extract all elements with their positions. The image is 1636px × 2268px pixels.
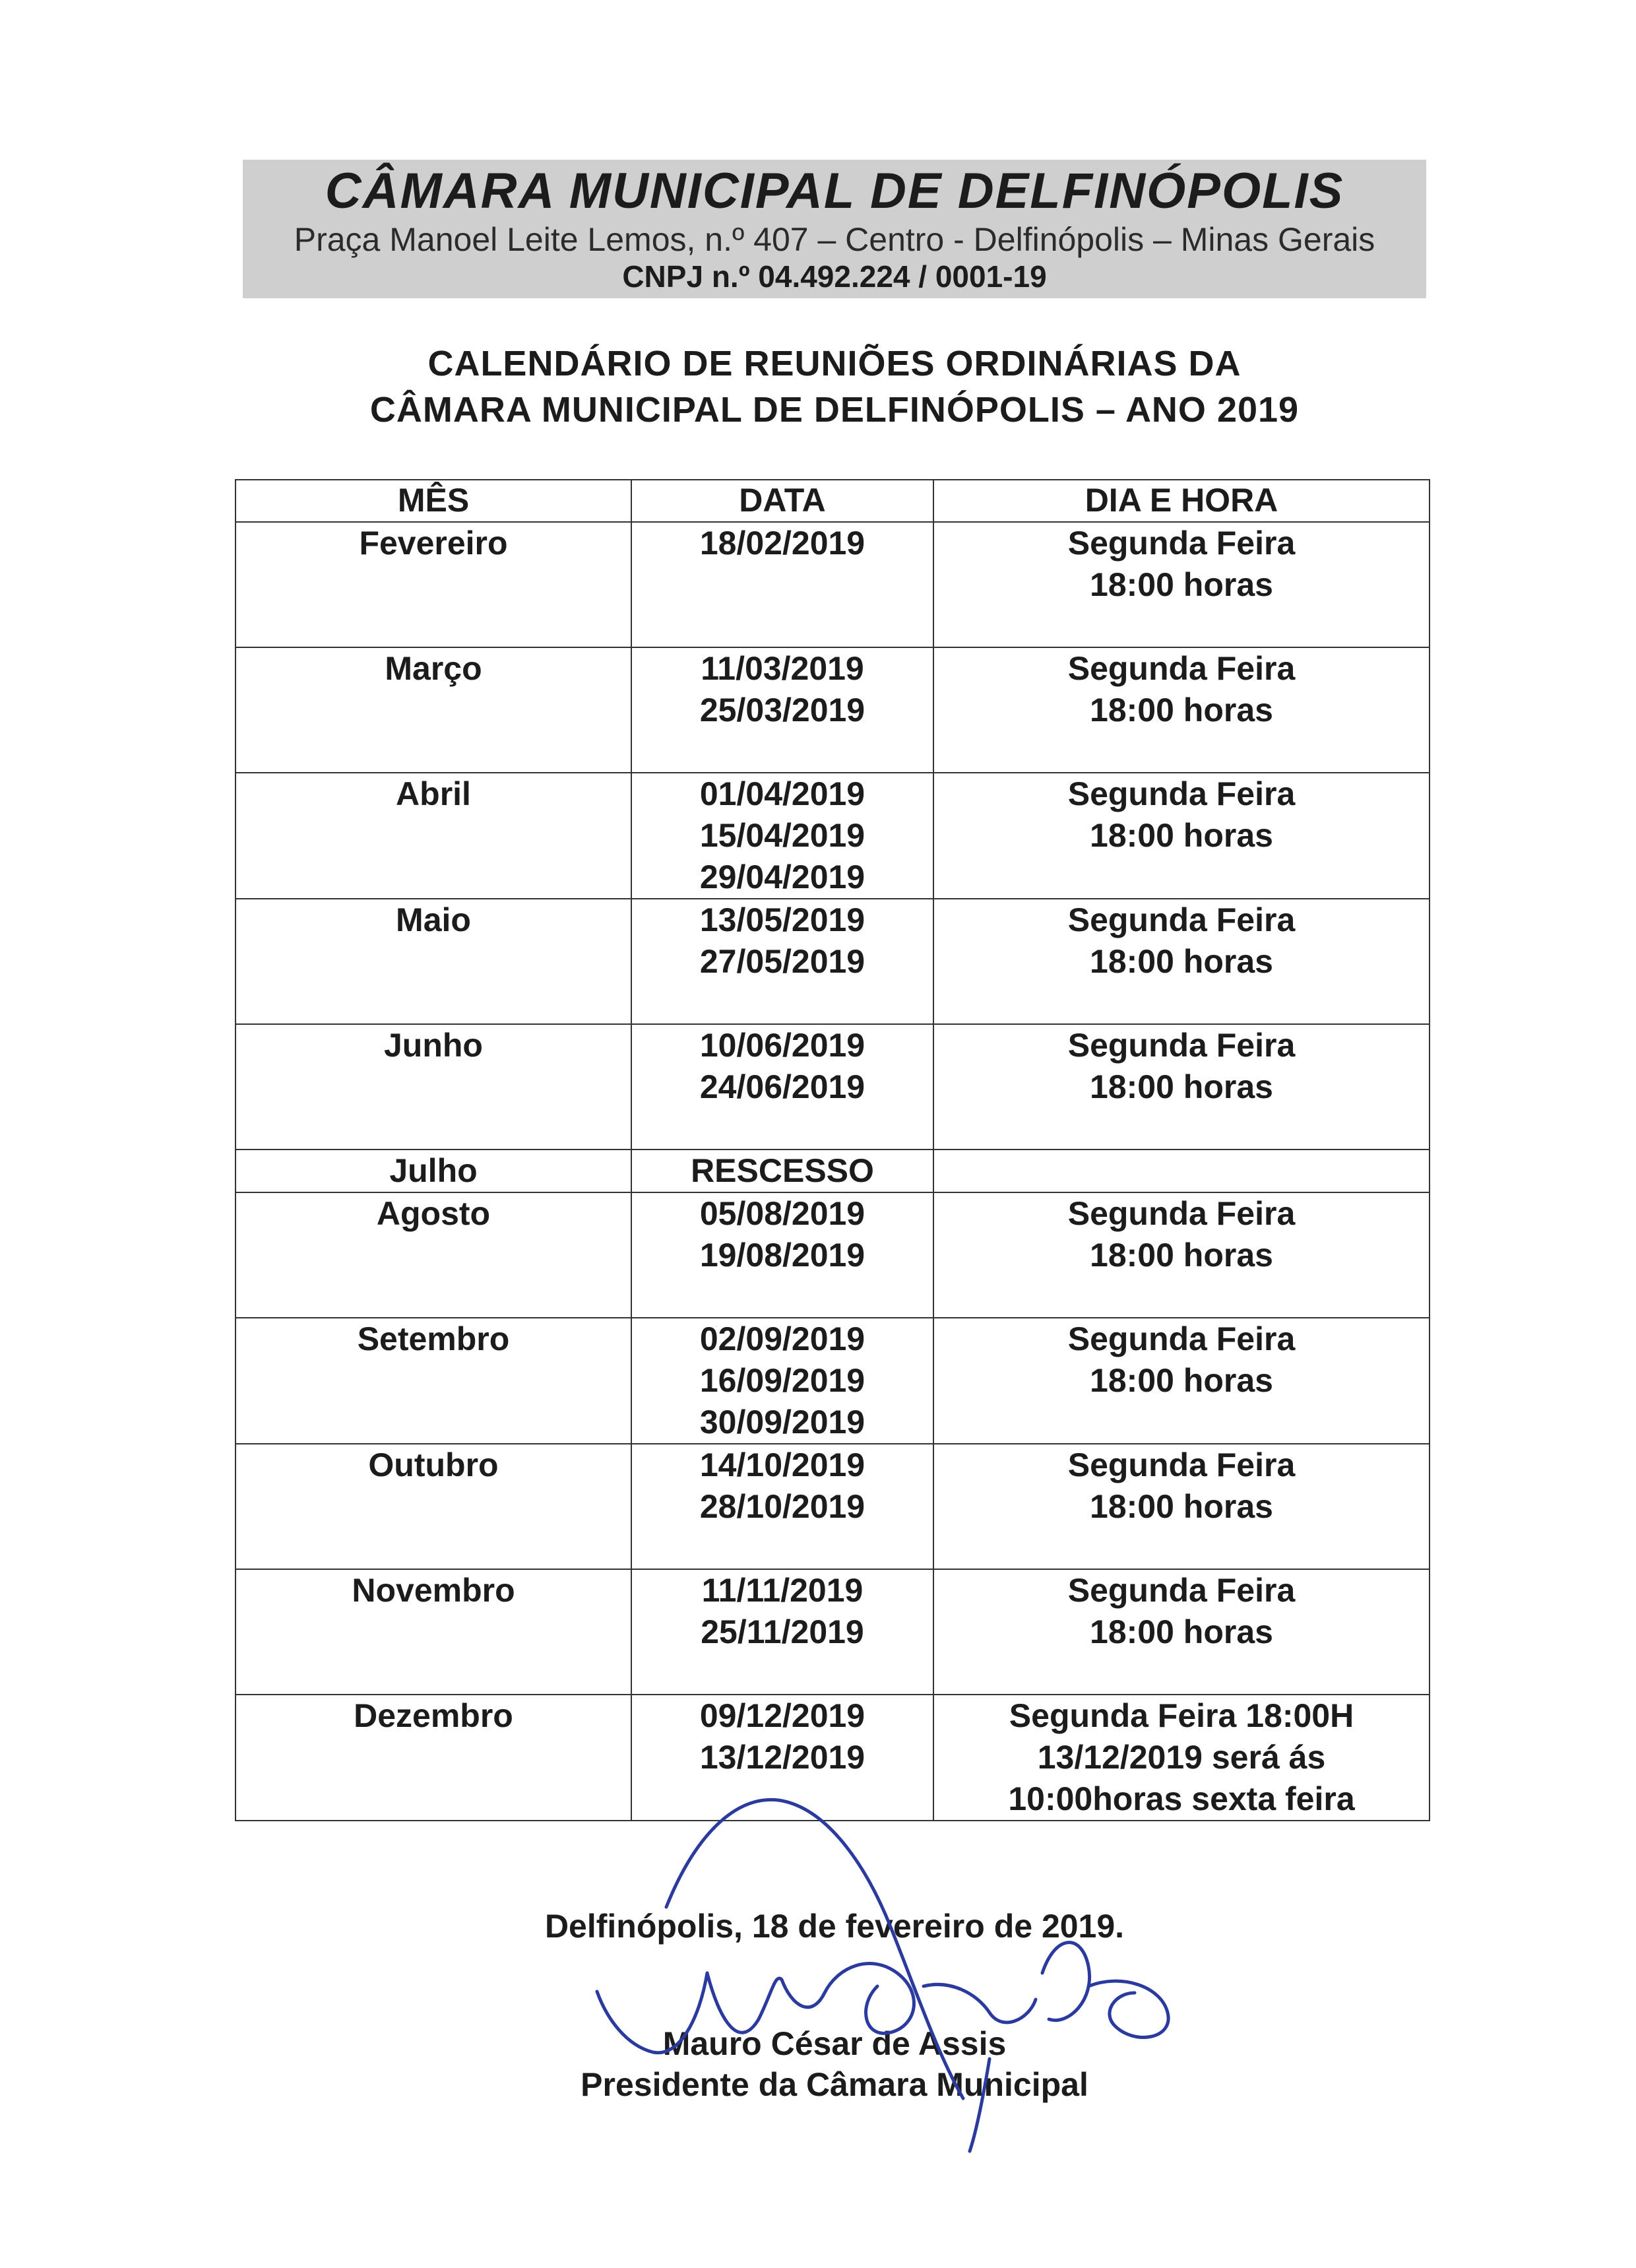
table-header-row xyxy=(236,480,1430,522)
day-time-line: 18:00 horas xyxy=(1090,1488,1273,1525)
day-time-line: 18:00 horas xyxy=(1090,566,1273,603)
meeting-date: 28/10/2019 xyxy=(699,1488,865,1525)
document-title-line-2: CÂMARA MUNICIPAL DE DELFINÓPOLIS – ANO 2019 xyxy=(369,390,1300,430)
institution-name: CÂMARA MUNICIPAL DE DELFINÓPOLIS xyxy=(325,163,1344,219)
cell-day-time xyxy=(933,1318,1430,1444)
day-time-line: Segunda Feira xyxy=(1067,1320,1296,1357)
day-time-line: 13/12/2019 será ás xyxy=(1037,1739,1326,1776)
meeting-date: RESCESSO xyxy=(691,1152,874,1189)
cell-month xyxy=(236,647,631,773)
day-time-line: 18:00 horas xyxy=(1090,1068,1273,1105)
day-time-line: Segunda Feira xyxy=(1067,650,1296,687)
table-row xyxy=(236,647,1430,773)
institution-cnpj: CNPJ n.º 04.492.224 / 0001-19 xyxy=(622,259,1047,294)
cell-day-time xyxy=(933,1192,1430,1318)
month-label: Agosto xyxy=(376,1195,491,1232)
cell-day-time xyxy=(933,522,1430,647)
meeting-date: 19/08/2019 xyxy=(699,1237,865,1274)
month-label: Outubro xyxy=(368,1446,499,1483)
meeting-date: 13/12/2019 xyxy=(699,1739,865,1776)
cell-day-time xyxy=(933,1569,1430,1695)
day-time-line: Segunda Feira 18:00H xyxy=(1009,1697,1354,1734)
cell-month xyxy=(236,1695,631,1821)
month-label: Novembro xyxy=(352,1572,515,1609)
cell-month xyxy=(236,1150,631,1192)
day-time-line: Segunda Feira xyxy=(1067,775,1296,812)
month-label: Julho xyxy=(389,1152,478,1189)
meeting-date: 18/02/2019 xyxy=(699,525,865,562)
month-label: Março xyxy=(385,650,482,687)
table-row xyxy=(236,1318,1430,1444)
institution-address: Praça Manoel Leite Lemos, n.º 407 – Centro - Delfinópolis – Minas Gerais xyxy=(294,221,1375,258)
cell-day-time xyxy=(933,1150,1430,1192)
document-title-line-1: CALENDÁRIO DE REUNIÕES ORDINÁRIAS DA xyxy=(427,344,1242,383)
cell-dates xyxy=(631,647,933,773)
meeting-date: 01/04/2019 xyxy=(699,775,865,812)
month-label: Abril xyxy=(396,775,471,812)
letterhead xyxy=(243,160,1426,298)
cell-dates xyxy=(631,1569,933,1695)
meeting-date: 15/04/2019 xyxy=(699,817,865,854)
meeting-date: 29/04/2019 xyxy=(699,859,865,895)
table-row xyxy=(236,899,1430,1024)
cell-day-time xyxy=(933,1024,1430,1150)
cell-day-time xyxy=(933,1695,1430,1821)
day-time-line: Segunda Feira xyxy=(1067,1446,1296,1483)
meeting-date: 13/05/2019 xyxy=(699,901,865,938)
header-date: DATA xyxy=(631,480,933,522)
day-time-line: 18:00 horas xyxy=(1090,1362,1273,1399)
meeting-date: 11/11/2019 xyxy=(701,1572,864,1609)
month-label: Dezembro xyxy=(354,1697,513,1734)
meeting-date: 10/06/2019 xyxy=(699,1027,865,1064)
day-time-line: 18:00 horas xyxy=(1090,1613,1273,1650)
table-row xyxy=(236,1192,1430,1318)
meeting-date: 27/05/2019 xyxy=(699,943,865,980)
table-row xyxy=(236,1444,1430,1569)
table-row xyxy=(236,1695,1430,1821)
month-label: Fevereiro xyxy=(359,525,508,562)
day-time-line: 18:00 horas xyxy=(1090,1237,1273,1274)
day-time-line: 18:00 horas xyxy=(1090,943,1273,980)
header-day-time: DIA E HORA xyxy=(933,480,1430,522)
cell-dates xyxy=(631,522,933,647)
meeting-date: 30/09/2019 xyxy=(699,1404,865,1441)
month-label: Junho xyxy=(384,1027,483,1064)
table-row xyxy=(236,1150,1430,1192)
cell-day-time xyxy=(933,773,1430,899)
table-row xyxy=(236,773,1430,899)
month-label: Maio xyxy=(396,901,471,938)
cell-dates xyxy=(631,1024,933,1150)
table-row xyxy=(236,522,1430,647)
day-time-line: Segunda Feira xyxy=(1067,1572,1296,1609)
meeting-date: 16/09/2019 xyxy=(699,1362,865,1399)
cell-month xyxy=(236,1444,631,1569)
cell-month xyxy=(236,1024,631,1150)
cell-month xyxy=(236,773,631,899)
day-time-line: Segunda Feira xyxy=(1067,525,1296,562)
day-time-line: Segunda Feira xyxy=(1067,1027,1296,1064)
meeting-date: 24/06/2019 xyxy=(699,1068,865,1105)
cell-day-time xyxy=(933,647,1430,773)
day-time-line: 10:00horas sexta feira xyxy=(1008,1780,1355,1817)
cell-day-time xyxy=(933,1444,1430,1569)
cell-dates xyxy=(631,1192,933,1318)
month-label: Setembro xyxy=(357,1320,510,1357)
meeting-date: 02/09/2019 xyxy=(699,1320,865,1357)
cell-dates xyxy=(631,773,933,899)
meeting-date: 25/11/2019 xyxy=(701,1613,864,1650)
meeting-date: 14/10/2019 xyxy=(699,1446,865,1483)
signer-role: Presidente da Câmara Municipal xyxy=(581,2066,1088,2103)
cell-dates xyxy=(631,1150,933,1192)
meeting-date: 25/03/2019 xyxy=(699,692,865,729)
signer-name: Mauro César de Assis xyxy=(662,2025,1007,2062)
table-row xyxy=(236,1024,1430,1150)
cell-month xyxy=(236,1192,631,1318)
day-time-line: Segunda Feira xyxy=(1067,1195,1296,1232)
cell-day-time xyxy=(933,899,1430,1024)
meeting-calendar-table xyxy=(235,479,1430,1821)
cell-month xyxy=(236,1569,631,1695)
day-time-line: Segunda Feira xyxy=(1067,901,1296,938)
cell-month xyxy=(236,522,631,647)
table-row xyxy=(236,1569,1430,1695)
cell-dates xyxy=(631,1695,933,1821)
day-time-line: 18:00 horas xyxy=(1090,817,1273,854)
meeting-date: 05/08/2019 xyxy=(699,1195,865,1232)
cell-dates xyxy=(631,1444,933,1569)
cell-month xyxy=(236,1318,631,1444)
day-time-line: 18:00 horas xyxy=(1090,692,1273,729)
cell-month xyxy=(236,899,631,1024)
cell-dates xyxy=(631,1318,933,1444)
header-month: MÊS xyxy=(236,480,631,522)
place-and-date: Delfinópolis, 18 de fevereiro de 2019. xyxy=(544,1908,1125,1945)
meeting-date: 09/12/2019 xyxy=(699,1697,865,1734)
meeting-date: 11/03/2019 xyxy=(701,650,864,687)
cell-dates xyxy=(631,899,933,1024)
